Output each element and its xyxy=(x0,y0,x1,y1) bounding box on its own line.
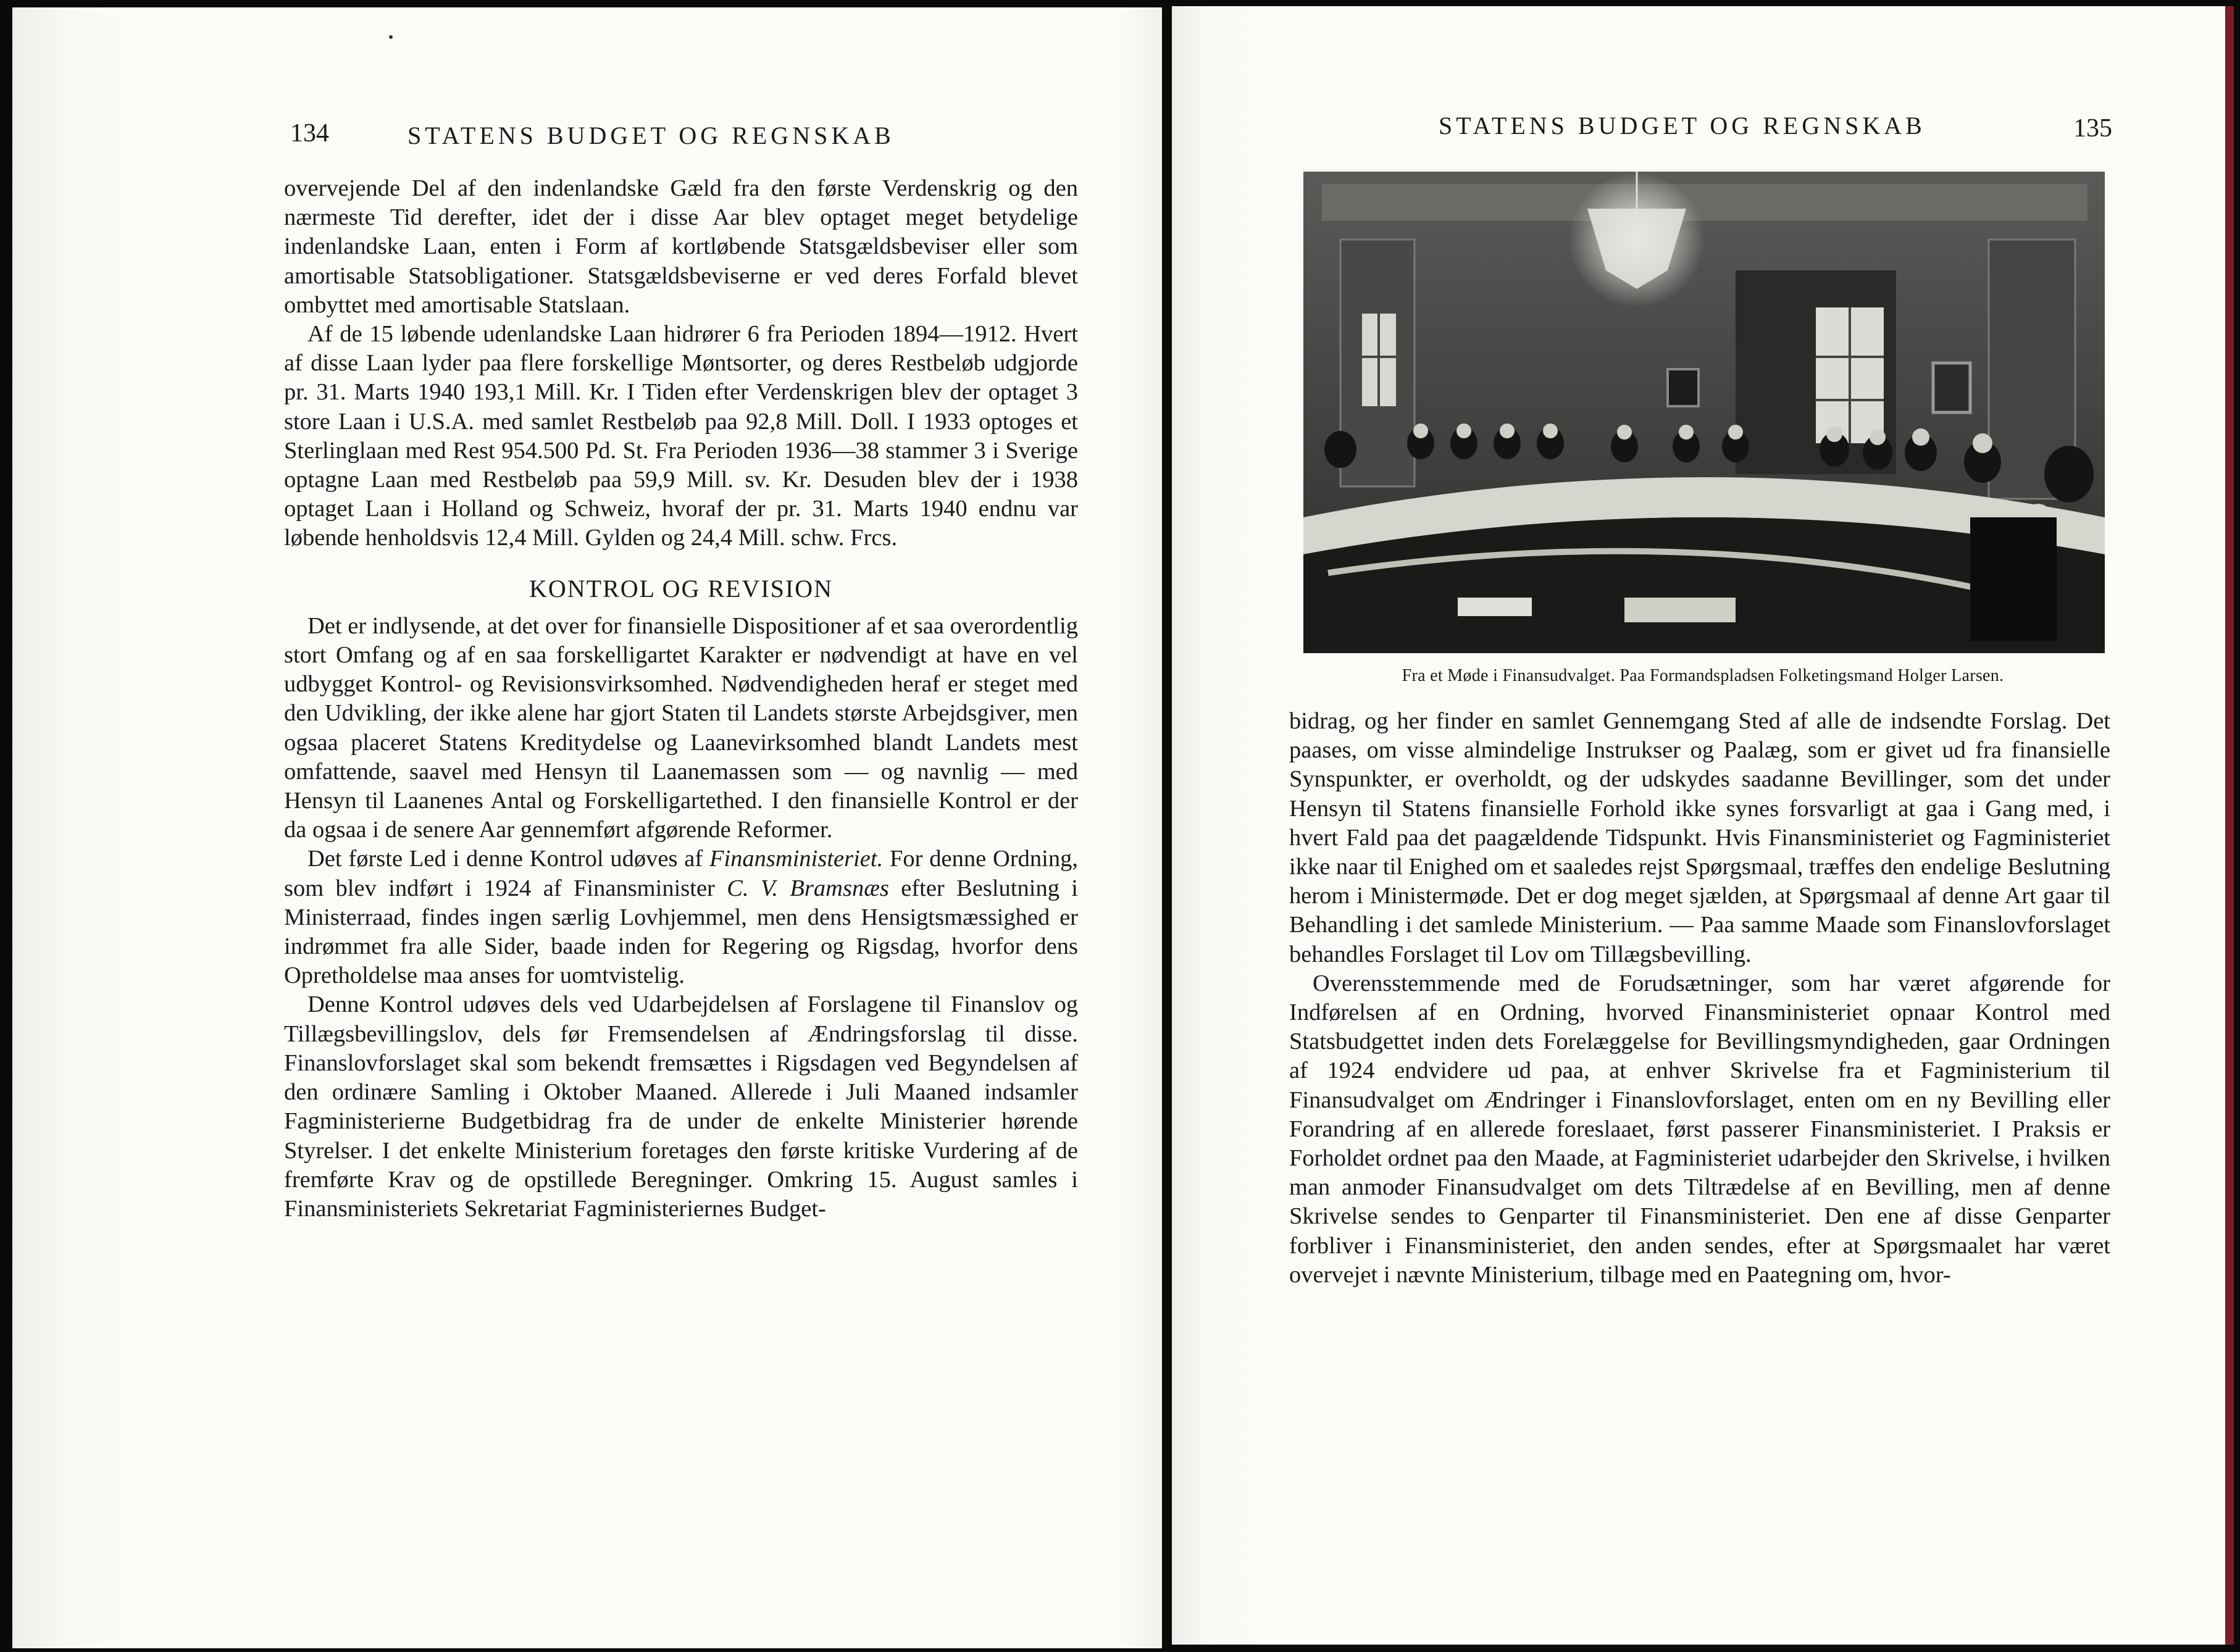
right-body-text xyxy=(1289,707,2110,1290)
committee-meeting-photo xyxy=(1303,172,2105,653)
right-page xyxy=(1172,6,2234,1645)
paragraph: bidrag, og her finder en samlet Gennemgang Sted af alle de indsendte Forslag. Det paases, om visse almindelige Instrukser og Paalæg, som er givet ud fra finansielle Synspunkter, er overholdt, og der udskydes saadanne Bevillinger, som det under Hensyn til Statens finansielle Forhold ikke synes forsvarligt at gaa i Gang med, i hvert Fald paa det paagældende Tidspunkt. Hvis Finansministeriet og Fagministeriet ikke naar til Enighed om et saaledes rejst Spørgsmaal, træffes den endelige Beslutning herom i Ministermøde. Det er dog meget sjælden, at Spørgsmaal af denne Art gaar til Behandling i det samlede Ministerium. — Paa samme Maade som Finanslovforslaget behandles Forslaget til Lov om Tillægsbevilling. xyxy=(1289,708,2110,967)
paragraph: Af de 15 løbende udenlandske Laan hidrører 6 fra Perioden 1894—1912. Hvert af disse Laan lyder paa flere forskellige Møntsorter, og deres Restbeløb udgjorde pr. 31. Marts 1940 193,1 Mill. Kr. I Tiden efter Verdenskrigen blev der optaget 3 store Laan i U.S.A. med samlet Restbeløb paa 92,8 Mill. Doll. I 1933 optoges et Sterlinglaan med Rest 954.500 Pd. St. Fra Perioden 1936—38 stammer 3 i Sverige optagne Laan med Restbeløb paa 59,9 Mill. sv. Kr. Desuden blev der i 1938 optaget Laan i Holland og Schweiz, hvoraf der pr. 31. Marts 1940 endnu var løbende henholdsvis 12,4 Mill. Gylden og 24,4 Mill. schw. Frcs. xyxy=(284,321,1078,551)
paragraph: Det første Led i denne Kontrol udøves af Finansministeriet. For denne Ordning, som blev indført i 1924 af Finansminister C. V. Bramsnæs efter Beslutning i Ministerraad, findes ingen særlig Lovhjemmel, men dens Hensigtsmæssighed er indrømmet fra alle Sider, baade inden for Regering og Rigsdag, hvorfor dens Opretholdelse maa anses for uomtvistelig. xyxy=(284,846,1078,989)
spine-edge xyxy=(2225,6,2234,1645)
left-body-text xyxy=(284,174,1078,1224)
running-head-right: STATENS BUDGET OG REGNSKAB xyxy=(1439,112,1926,140)
photo-icon xyxy=(1303,172,2105,653)
paragraph: Denne Kontrol udøves dels ved Udarbejdelsen af Forslagene til Finanslov og Tillægsbevillingslov, dels før Fremsendelsen af Ændringsforslag til disse. Finanslovforslaget skal som bekendt fremsættes i Rigsdagen ved Begyndelsen af den ordinære Samling i Oktober Maaned. Allerede i Juli Maaned indsamler Fagministerierne Budgetbidrag fra de under de enkelte Ministerier hørende Styrelser. I det enkelte Ministerium foretages den første kritiske Vurdering af de fremførte Krav og de opstillede Beregninger. Omkring 15. August samles i Finansministeriets Sekretariat Fagministeriernes Budget- xyxy=(284,991,1078,1222)
paragraph: Det er indlysende, at det over for finansielle Dispositioner af et saa overordentlig stort Omfang og af en saa forskelligartet Karakter er nødvendigt at have en vel udbygget Kontrol- og Revisionsvirksomhed. Nødvendigheden heraf er steget med den Udvikling, der ikke alene har gjort Staten til Landets største Arbejdsgiver, men ogsaa placeret Statens Kreditydelse og Laanevirksomhed blandt Landets mest omfattende, saavel med Hensyn til Laanemassen som — og navnlig — med Hensyn til Laanenes Antal og Forskelligartethed. I den finansielle Kontrol er der da ogsaa i de senere Aar gennemført afgørende Reformer. xyxy=(284,612,1078,843)
page-number-left: 134 xyxy=(290,119,329,148)
left-page xyxy=(12,7,1162,1648)
photo-caption: Fra et Møde i Finansudvalget. Paa Formandspladsen Folketingsmand Holger Larsen. xyxy=(1402,666,2004,685)
paragraph: Overensstemmende med de Forudsætninger, som har været afgørende for Indførelsen af en Ordning, hvorved Finansministeriet opnaar Kontrol med Statsbudgettet inden dets Forelæggelse for Bevillingsmyndigheden, gaar Ordningen af 1924 endvidere ud paa, at enhver Skrivelse fra et Fagministerium til Finansudvalget om Ændringer i Finanslovforslaget, enten om en ny Bevilling eller Forandring af en allerede foreslaaet, først passerer Finansministeriet. I Praksis er Forholdet ordnet paa den Maade, at Fagministeriet udarbejder den Skrivelse, i hvilken man anmoder Finansudvalget om dets Tiltrædelse af en Bevilling, men af denne Skrivelse sendes to Genparter til Finansministeriet. Den ene af disse Genparter forbliver i Finansministeriet, den anden sendes, efter at Spørgsmaalet har været overvejet i nævnte Ministerium, tilbage med en Paategning om, hvor- xyxy=(1289,970,2110,1288)
running-head-left: STATENS BUDGET OG REGNSKAB xyxy=(407,122,895,149)
page-number-right: 135 xyxy=(2073,114,2112,143)
paragraph: overvejende Del af den indenlandske Gæld fra den første Verdenskrig og den nærmeste Tid derefter, idet der i disse Aar blev optaget meget betydelige indenlandske Laan, enten i Form af kortløbende Statsgældsbeviser eller som amortisable Statsobligationer. Statsgældsbeviserne er ved deres Forfald blevet ombyttet med amortisable Statslaan. xyxy=(284,175,1078,318)
section-heading: KONTROL OG REVISION xyxy=(529,574,834,603)
